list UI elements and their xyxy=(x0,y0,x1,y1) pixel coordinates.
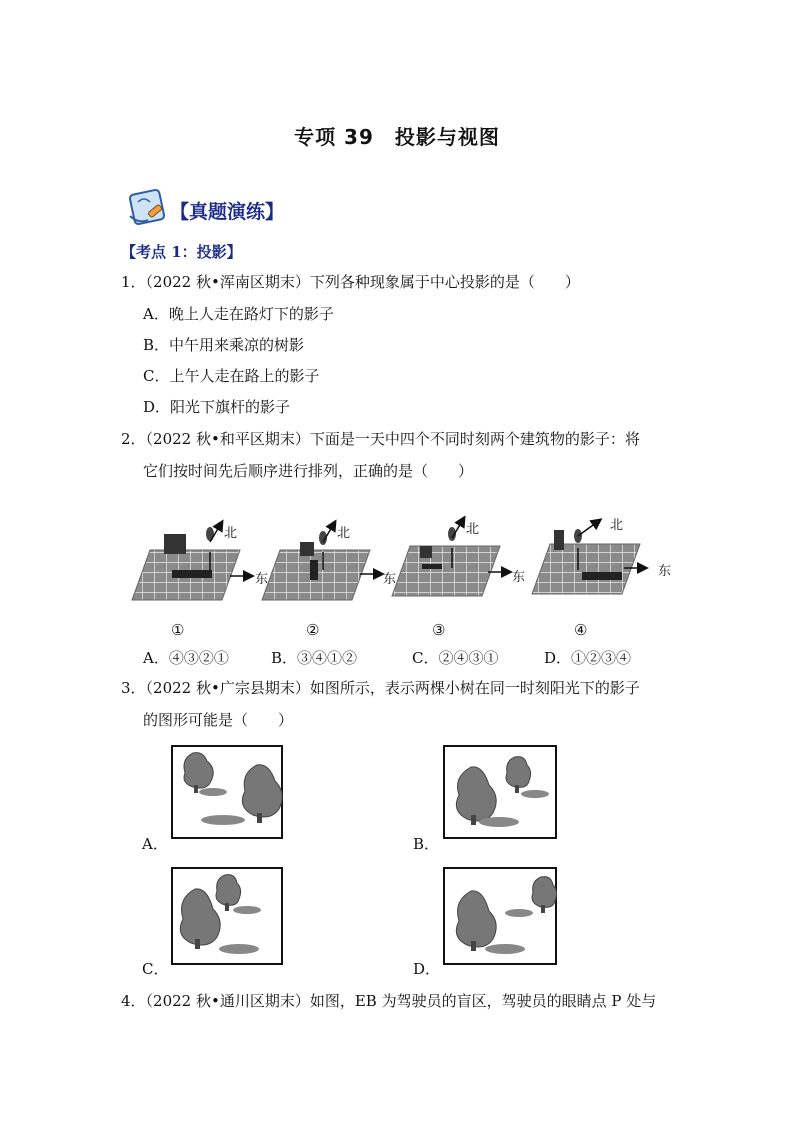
section-banner: 【真题演练】 xyxy=(170,201,285,223)
page-title: 专项 39 投影与视图 xyxy=(294,125,500,149)
question-3-stem-line1: 3．（2022 秋•广宗县期末）如图所示，表示两棵小树在同一时刻阳光下的影子 xyxy=(121,679,640,697)
question-2-stem-line1: 2．（2022 秋•和平区期末）下面是一天中四个不同时刻两个建筑物的影子：将 xyxy=(121,430,640,448)
panel-number-4: ④ xyxy=(574,621,588,639)
question-3-stem-line2: 的图形可能是（ ） xyxy=(143,711,294,729)
q1-option-d: D．阳光下旗杆的影子 xyxy=(143,398,291,416)
tree-shadow-picture-d xyxy=(443,867,557,965)
q2-option-d: D．①②③④ xyxy=(544,649,632,667)
east-label-1: 东 xyxy=(255,572,269,587)
q1-option-c: C．上午人走在路上的影子 xyxy=(143,367,320,385)
north-label-2: 北 xyxy=(337,526,351,541)
east-label-4: 东 xyxy=(658,564,672,579)
question-1-stem: 1．（2022 秋•浑南区期末）下列各种现象属于中心投影的是（ ） xyxy=(121,273,580,291)
tree-shadow-picture-a xyxy=(171,745,283,839)
q3-option-c-label: C． xyxy=(142,960,169,978)
tree-shadow-picture-c xyxy=(171,867,283,965)
panel-number-2: ② xyxy=(306,621,320,639)
north-label-3: 北 xyxy=(466,522,480,537)
q1-option-b: B．中午用来乘凉的树影 xyxy=(143,336,305,354)
q3-option-b-label: B． xyxy=(413,835,440,853)
question-4-stem: 4．（2022 秋•通川区期末）如图，EB 为驾驶员的盲区，驾驶员的眼睛点 P 处与 xyxy=(121,992,657,1010)
q3-option-d-label: D． xyxy=(413,960,441,978)
north-label-4: 北 xyxy=(610,518,624,533)
panel-number-3: ③ xyxy=(432,621,446,639)
q2-option-b: B．③④①② xyxy=(271,649,358,667)
tree-shadow-picture-b xyxy=(443,745,557,839)
q1-option-a: A．晚上人走在路灯下的影子 xyxy=(143,305,334,323)
panel-4 xyxy=(532,520,646,594)
east-label-2: 东 xyxy=(383,572,397,587)
panel-2 xyxy=(262,522,382,600)
section-heading: 【考点 1：投影】 xyxy=(121,243,242,261)
q2-option-c: C．②④③① xyxy=(412,649,499,667)
east-label-3: 东 xyxy=(512,570,526,585)
panel-3 xyxy=(392,518,510,596)
q2-option-a: A．④③②① xyxy=(143,649,229,667)
pencil-paper-icon xyxy=(126,186,172,230)
north-label-1: 北 xyxy=(224,526,238,541)
q3-option-a-label: A． xyxy=(142,835,168,853)
panel-number-1: ① xyxy=(171,621,185,639)
building-shadow-figure xyxy=(130,512,690,612)
question-2-stem-line2: 它们按时间先后顺序进行排列，正确的是（ ） xyxy=(143,462,474,480)
